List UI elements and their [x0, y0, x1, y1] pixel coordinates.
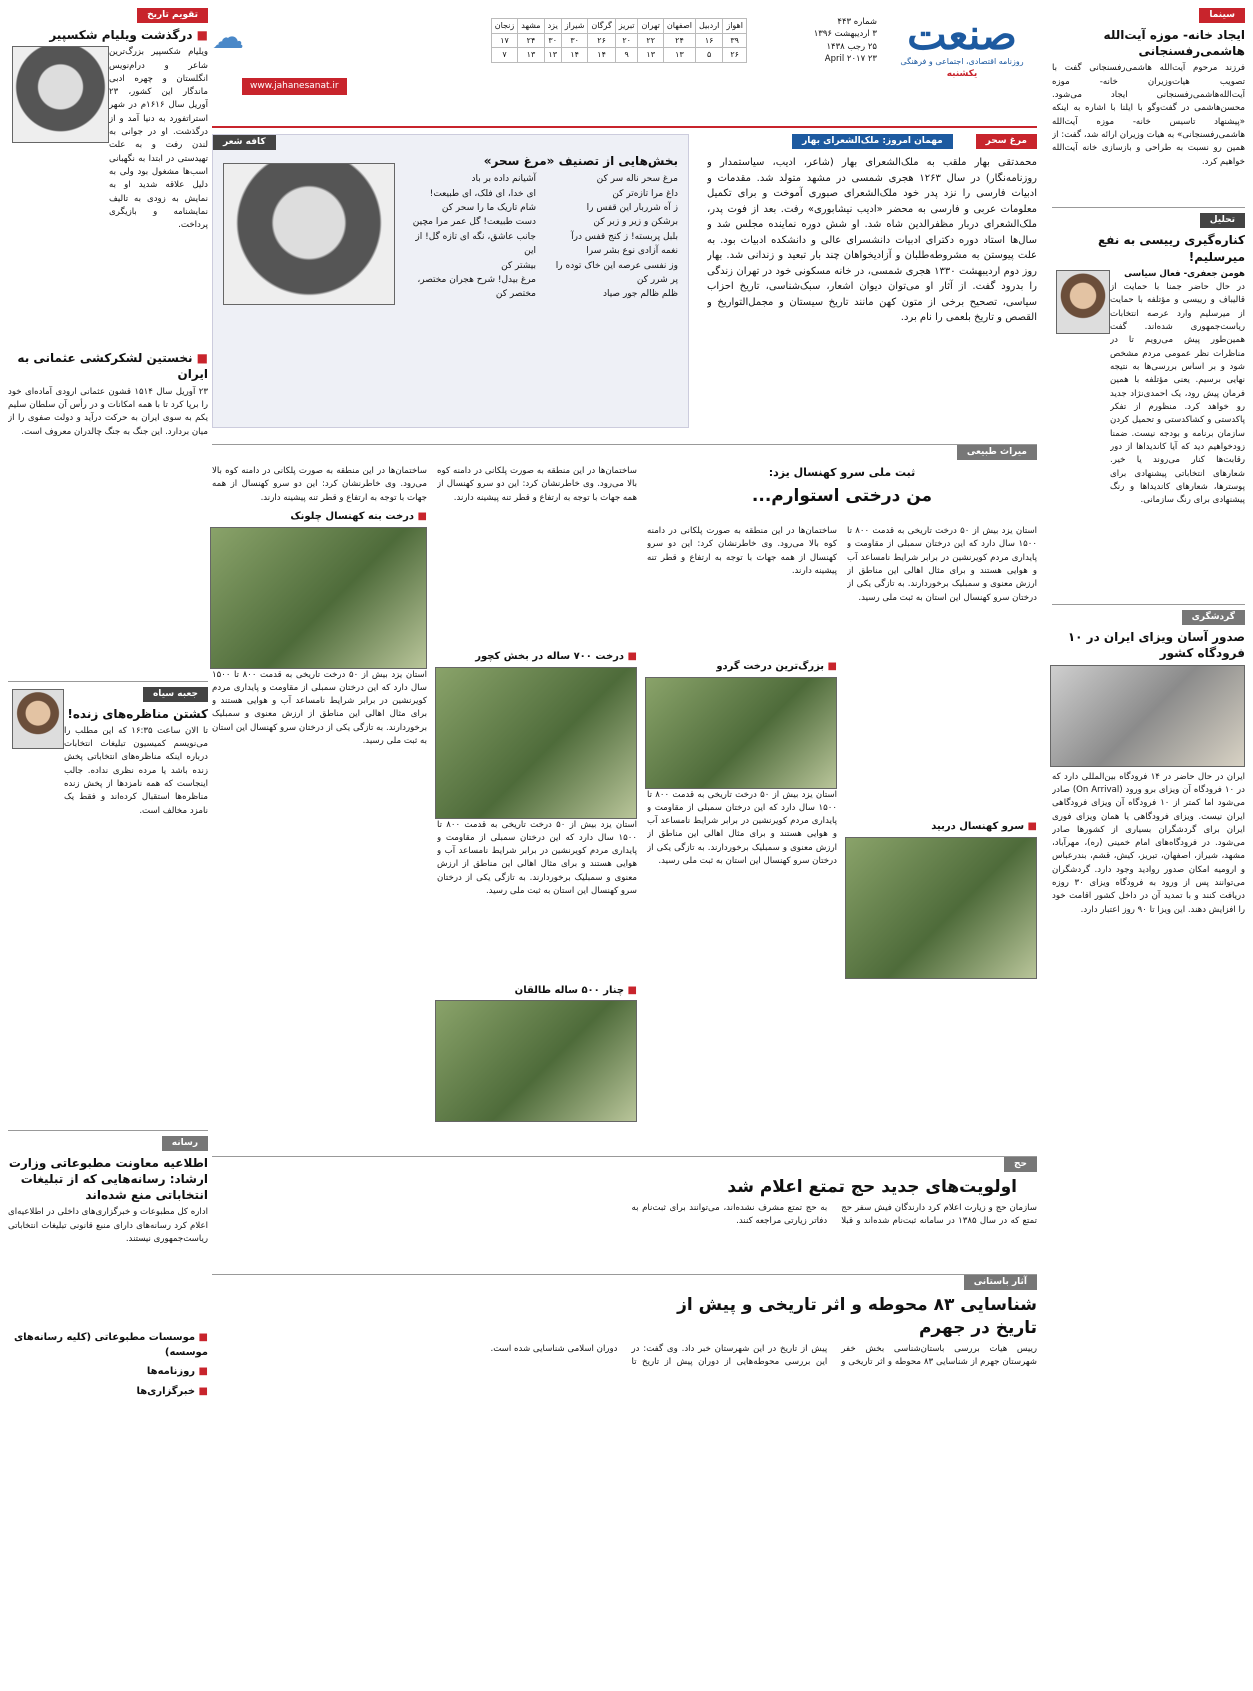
- weather-cell: ۲۲: [638, 33, 663, 48]
- heritage-kicker: ثبت ملی سرو کهنسال یزد:: [768, 466, 916, 479]
- sub-heading-2: ■ سرو کهنسال دربید: [847, 820, 1037, 835]
- weather-cell: ۵: [695, 48, 722, 63]
- weather-cell: ۱۶: [695, 33, 722, 48]
- kojur-tree-photo: [435, 667, 637, 819]
- weather-cell: ۱۳: [544, 48, 561, 63]
- media-list-item: ■ موسسات مطبوعاتی (کلیه رسانه‌های موسسه): [8, 1331, 208, 1360]
- weather-cell: ۲۶: [588, 33, 615, 48]
- cal-1-body: ویلیام شکسپیر بزرگ‌ترین شاعر و درام‌نویس انگلستان و چهره ادبی ماندگار این کشور، ۲۳ آوریل سال ۱۶۱۶م در شهر استراتفورد به دنیا آمد و از درگذشت. او در جوانی به لندن رفت و به علت تهیدستی در ابتدا به نگهبانی اسب‌ها مشغول بود ولی به دلیل علاقه شدید او به نمایش به زودی به تالیف نمایشنامه و بازیگری پرداخت.: [109, 47, 208, 231]
- media-body: اداره کل مطبوعات و خبرگزاری‌های داخلی در اطلاعیه‌ای اعلام کرد رسانه‌های دارای منبع قانونی تبلیغات انتخاباتی ریاست‌جمهوری نیستند.: [8, 1207, 208, 1245]
- weather-cell: ۱۴: [561, 48, 588, 63]
- arch-title: شناسایی ۸۳ محوطه و اثر تاریخی و پیش از تاریخ در جهرم: [677, 1295, 1037, 1338]
- weather-cell: اهواز: [723, 19, 747, 34]
- analysis-tag: تحلیل: [1200, 213, 1245, 228]
- weather-cell: ۹: [615, 48, 638, 63]
- author-photo: [1056, 270, 1110, 334]
- media-list-item: ■ خبرگزاری‌ها: [8, 1385, 208, 1400]
- date-fa: ۳ اردیبهشت ۱۳۹۶: [813, 29, 877, 40]
- weather-table: [491, 18, 747, 63]
- weather-cell: ۱۳: [518, 48, 544, 63]
- weather-cell: یزد: [544, 19, 561, 34]
- poem-line: وز نفسی عرصه این خاک توده را: [555, 260, 678, 271]
- hajj-title: اولویت‌های جدید حج تمتع اعلام شد: [727, 1177, 1017, 1198]
- poem-line: نغمه آزادی نوع بشر سرا: [586, 246, 678, 257]
- hajj-tag: حج: [1004, 1157, 1037, 1172]
- poem-line: دست طبیعت! گل عمر مرا مچین: [412, 217, 536, 228]
- heritage-body-3: ساختمان‌ها در این منطقه به صورت پلکانی در دامنه کوه بالا می‌رود. وی خاطرنشان کرد: این دو سرو کهنسال از همه جهات با توجه به ارتفاع و قطر تنه پیشینه دارند.: [437, 466, 637, 503]
- poem-line: ز آه شرربار این قفس را: [586, 202, 678, 213]
- poem: [408, 172, 678, 302]
- issue-number: شماره ۴۴۳: [837, 17, 877, 27]
- weather-cell: ۲۴: [663, 33, 695, 48]
- weather-cell: زنجان: [491, 19, 518, 34]
- weather-cell: ۱۳: [663, 48, 695, 63]
- poem-line: پر شرر کن: [636, 274, 678, 285]
- masthead: [212, 8, 1037, 128]
- weather-cell: اصفهان: [663, 19, 695, 34]
- weather-cell: ۲۴: [518, 33, 544, 48]
- weather-cell: ۱۷: [491, 33, 518, 48]
- satire-tag: جعبه سیاه: [143, 687, 208, 702]
- date-en: ۲۳ April ۲۰۱۷: [824, 53, 877, 64]
- heritage-block: [212, 444, 1037, 1150]
- heritage-body-2: ساختمان‌ها در این منطقه به صورت پلکانی در دامنه کوه بالا می‌رود. وی خاطرنشان کرد: این دو سرو کهنسال از همه جهات با توجه به ارتفاع و قطر تنه پیشینه دارند.: [647, 526, 837, 576]
- heritage-body-1: استان یزد بیش از ۵۰ درخت تاریخی به قدمت ۸۰۰ تا ۱۵۰۰ سال دارد که این درختان سمبلی از مقاومت و پایداری مردم کویرنشین در برابر شرایط نامساعد آب و هوایی هستند و برای مثال اهالی این مناطق از ارزش معنوی و سمبلیک برخوردارند. به تازگی یکی از درختان سرو کهنسال این استان به ثبت ملی رسید.: [847, 526, 1037, 603]
- cinema-body: فرزند مرحوم آیت‌الله هاشمی‌رفسنجانی گفت با تصویب هیات‌وزیران خانه- موزه آیت‌الله‌هاشمی‌رفسنجانی ایجاد می‌شود. محسن‌هاشمی در گفت‌وگو با ایلنا با اشاره به اینکه «پیشنهاد تاسیس خانه- موزه آیت‌الله هاشمی‌رفسنجانی» به هیات وزیران ارائه شد، گفت: از همین رو نسبت به طراحی و بازسازی خانه آیت‌الله خواهیم کرد.: [1052, 63, 1245, 167]
- feature-body: محمدتقی بهار ملقب به ملک‌الشعرای بهار (شاعر، ادیب، سیاستمدار و روزنامه‌نگار) در سال ۱۲۶۳ هجری شمسی در مشهد متولد شد. مقدمات و ادبیات فارسی را نزد پدر خود ملک‌الشعرای صبوری آموخت و برای تکمیل معلومات عربی و فارسی به محضر «ادیب نیشابوری» رفت. بعد از فوت پدر، ملک‌الشعرای دربار مظفرالدین شاه شد. او شش دوره نماینده مجلس شد و سال‌ها استاد دوره دکترای ادبیات دانشسرای عالی و دانشکده ادبیات بود. به علت پیوستن به مشروطه‌طلبان و آزادیخواهان چند بار تبعید و زندانی شد. بهار روز دوم اردیبهشت ۱۳۳۰ هجری شمسی، در خانه مسکونی خود در تهران زندگی را بدرود گفت. از آثار او می‌توان دیوان اشعار، سبک‌شناسی، تاریخ احزاب سیاسی، تصحیح برخی از متون کهن مانند تاریخ سیستان و مجمل‌التواریخ و القصص و تاریخ بلعمی را نام برد.: [707, 157, 1037, 324]
- weather-cell: اردبیل: [695, 19, 722, 34]
- cal-2-body: ۲۳ آوریل سال ۱۵۱۴ قشون عثمانی ارودی آماده‌ای خود را برپا کرد تا با همه امکانات و در رأس آن سلطان سلیم یکم به سوی ایران به حرکت درآید و دولت صفوی را از میان بردارد. این جنگ به جنگ چالدران معروف است.: [8, 386, 208, 437]
- weather-cell: ۲۰: [615, 33, 638, 48]
- cal-1-title: ■ درگذشت ویلیام شکسپیر: [8, 27, 208, 43]
- weather-cell: ۲۶: [723, 48, 747, 63]
- poem-line: آشیانم داده بر باد: [471, 174, 536, 185]
- pistacia-photo: [210, 527, 427, 669]
- columnist-photo: [12, 689, 64, 749]
- weather-cell: شیراز: [561, 19, 588, 34]
- weather-cell: تهران: [638, 19, 663, 34]
- poem-title: بخش‌هایی از تصنیف «مرغ سحر»: [483, 154, 678, 168]
- weather-icon: ☁: [212, 18, 244, 56]
- hajj-body: سازمان حج و زیارت اعلام کرد دارندگان فیش سفر حج تمتع که در سال ۱۳۸۵ در سامانه ثبت‌نام شده‌اند و قبلا به حج تمتع مشرف نشده‌اند، می‌توانند برای ثبت‌نام به دفاتر زیارتی مراجعه کنند.: [631, 1202, 1037, 1227]
- heritage-tag: میراث طبیعی: [957, 445, 1037, 460]
- media-list-item: ■ روزنامه‌ها: [8, 1365, 208, 1380]
- weather-cell: ۳۹: [723, 33, 747, 48]
- satire-title: کشتن مناظره‌های زنده!: [67, 706, 208, 721]
- cypress-photo: [845, 837, 1037, 979]
- heritage-body-3b: استان یزد بیش از ۵۰ درخت تاریخی به قدمت ۸۰۰ تا ۱۵۰۰ سال دارد که این درختان سمبلی از مقاومت و پایداری مردم کویرنشین در برابر شرایط نامساعد آب و هوایی هستند و برای مثال اهالی این مناطق از ارزش معنوی و سمبلیک برخوردارند. به تازگی یکی از درختان سرو کهنسال این استان به ثبت ملی رسید.: [437, 819, 637, 897]
- poem-line: ظلم ظالم جور صیاد: [602, 289, 678, 300]
- weather-cell: تبریز: [615, 19, 638, 34]
- site-url[interactable]: www.jahanesanat.ir: [242, 78, 347, 95]
- poem-line: برشکن و زیر و زبر کن: [593, 217, 678, 228]
- poem-line: بلبل پربسته! ز کنج قفس درآ: [571, 231, 678, 242]
- analysis-title: کناره‌گیری رییسی به نفع میرسلیم!: [1097, 233, 1245, 264]
- poem-line: مرغ سحر ناله سر کن: [596, 174, 678, 185]
- hajj-block: [212, 1156, 1037, 1267]
- poem-line: مرغ بیدل! شرح هجران مختصر، مختصر کن: [417, 274, 536, 300]
- poem-line: داغ مرا تازه‌تر کن: [612, 188, 678, 199]
- sub-heading-5: ■ درخت بنه کهنسال چلونک: [212, 510, 427, 525]
- weather-cell: گرگان: [588, 19, 615, 34]
- airport-photo: [1050, 665, 1245, 767]
- sub-heading-1: ■ بزرگ‌ترین درخت گردو: [647, 660, 837, 675]
- media-tag: رسانه: [162, 1136, 208, 1151]
- media-title: اطلاعیه معاونت مطبوعاتی وزارت ارشاد: رسانه‌هایی که از تبلیغات انتخاباتی منع شده‌اند: [8, 1155, 208, 1203]
- calendar-tag: تقویم تاریخ: [137, 8, 208, 23]
- arch-block: [212, 1274, 1037, 1675]
- weather-cell: ۱۳: [638, 48, 663, 63]
- heritage-body-4: ساختمان‌ها در این منطقه به صورت پلکانی در دامنه کوه بالا می‌رود. وی خاطرنشان کرد: این دو سرو کهنسال از همه جهات با توجه به ارتفاع و قطر تنه پیشینه دارند.: [212, 466, 427, 503]
- tourism-tag: گردشگری: [1182, 610, 1245, 625]
- walnut-photo: [645, 677, 837, 789]
- tourism-title: صدور آسان ویزای ایران در ۱۰ فرودگاه کشور: [1067, 630, 1245, 661]
- heritage-title: من درختی استوارم...: [751, 485, 933, 506]
- analysis-author: هومن جعفری- فعال سیاسی: [1124, 268, 1245, 279]
- masthead-logo: صنعت: [907, 10, 1017, 59]
- heritage-body-4b: استان یزد بیش از ۵۰ درخت تاریخی به قدمت ۸۰۰ تا ۱۵۰۰ سال دارد که این درختان سمبلی از مقاومت و پایداری مردم کویرنشین در برابر شرایط نامساعد آب و هوایی هستند و برای مثال اهالی این مناطق از ارزش معنوی و سمبلیک برخوردارند. به تازگی یکی از درختان سرو کهنسال این استان به ثبت ملی رسید.: [212, 669, 427, 747]
- weather-cell: ۳۰: [544, 33, 561, 48]
- tourism-body: ایران در حال حاضر در ۱۴ فرودگاه بین‌المللی دارد که در ۱۰ فرودگاه آن ویزای برو ورود (On Arrival) صادر می‌شود اما کمتر از ۱۰ فرودگاه آن ویزای فرودگاهی ایران نیست. ویزای فرودگاهی یا همان ویزای فوری ایران برای گردشگران بسیاری از کشورها صادر می‌شود. در فرودگاه‌های امام خمینی (ره)، مهرآباد، مشهد، شیراز، اصفهان، تبریز، کیش، قشم، بندرعباس و ارومیه امکان صدور روادید وجود دارد. گردشگران می‌توانند پس از ورود به فرودگاه ویزای ۳۰ روزه دریافت کنند و با تمدید آن در داخل کشور اقامت خود را افزایش دهند. این ویزا تا ۹۰ روز اعتبار دارد.: [1052, 771, 1245, 915]
- cal-2-title: ■ نخستین لشکرکشی عثمانی به ایران: [8, 350, 208, 382]
- satire-body: تا الان ساعت ۱۶:۳۵ که این مطلب را می‌نویسم کمیسیون تبلیغات انتخابات درباره اینکه مناظره‌های انتخاباتی پخش زنده باشد یا مرده نظری نداده. جالب اینجاست که همه نامزدها از پخش زنده مناظره‌ها استقبال کرده‌اند و فقط یک نامزد مخالف است.: [64, 725, 208, 816]
- cafe-tag: کافه شعر: [213, 135, 276, 150]
- date-ar: ۲۵ رجب ۱۴۳۸: [826, 41, 877, 52]
- cinema-title: ایجاد خانه- موزه آیت‌الله هاشمی‌رفسنجانی: [1103, 28, 1245, 59]
- masthead-weekday: یکشنبه: [946, 68, 978, 79]
- poem-line: شام تاریک ما را سحر کن: [441, 202, 536, 213]
- guest-tag: مهمان امروز: ملک‌الشعرای بهار: [792, 134, 953, 149]
- feature-tag: مرغ سحر: [976, 134, 1037, 149]
- sub-heading-3: ■ درخت ۷۰۰ ساله در بخش کچور: [437, 650, 637, 665]
- sub-heading-4: ■ چنار ۵۰۰ ساله طالقان: [437, 984, 637, 999]
- shakespeare-portrait: [12, 46, 109, 143]
- weather-cell: مشهد: [518, 19, 544, 34]
- weather-cell: ۷: [491, 48, 518, 63]
- media-list: [8, 1331, 208, 1399]
- arch-body: رییس هیات بررسی باستان‌شناسی بخش خفر شهرستان جهرم از شناسایی ۸۳ محوطه و اثر تاریخی و پیش از تاریخ در این شهرستان خبر داد. وی گفت: در این بررسی محوطه‌هایی از دوران پیش از تاریخ تا دوران اسلامی شناسایی شده است.: [490, 1343, 1037, 1368]
- bahar-photo: [223, 163, 395, 305]
- poem-line: جانب عاشق، نگه ای تازه گل! از این: [415, 231, 536, 257]
- feature-block: [212, 134, 1037, 434]
- masthead-subtitle: روزنامه اقتصادی، اجتماعی و فرهنگی: [900, 57, 1024, 66]
- weather-cell: ۳۰: [561, 33, 588, 48]
- poem-line: بیشتر کن: [501, 260, 536, 271]
- poem-line: ای خدا، ای فلک، ای طبیعت!: [429, 188, 536, 199]
- plane-tree-photo: [435, 1000, 637, 1122]
- weather-cell: ۱۴: [588, 48, 615, 63]
- arch-tag: آثار باستانی: [964, 1275, 1037, 1290]
- analysis-body: در حال حاضر جمنا با حمایت از قالیباف و رییسی و مؤتلفه با حمایت از میرسلیم وارد عرصه انتخابات ریاست‌جمهوری شده‌اند. گفت همین‌طور پیش می‌رویم تا در مناظرات نظر عمومی مردم مشخص شود و بر اساس بررسی‌ها به نتیجه نهایی برسیم. یعنی مؤتلفه با همین فرمان پیش رود، یک احمدی‌نژاد جدید رو خواهد کرد. منظورم از تفکر پاکدستی و کشاکدستی و تحمیل کردن سازمان برنامه و بودجه نیست. ضمنا زودخواهیم دید که آیا کاندیداها از دور رقابت‌ها کنار می‌روند یا خیر. شعارهای انتخاباتی پیشنهادی برای پوسترها، شعارهای کاندیداها و رنگ پیشنهادی برای رنگ سازمانی.: [1110, 282, 1245, 506]
- cinema-tag: سینما: [1199, 8, 1245, 23]
- heritage-body-2b: استان یزد بیش از ۵۰ درخت تاریخی به قدمت ۸۰۰ تا ۱۵۰۰ سال دارد که این درختان سمبلی از مقاومت و پایداری مردم کویرنشین در برابر شرایط نامساعد آب و هوایی هستند و برای مثال اهالی این مناطق از ارزش معنوی و سمبلیک برخوردارند. به تازگی یکی از درختان سرو کهنسال این استان به ثبت ملی رسید.: [647, 789, 837, 867]
